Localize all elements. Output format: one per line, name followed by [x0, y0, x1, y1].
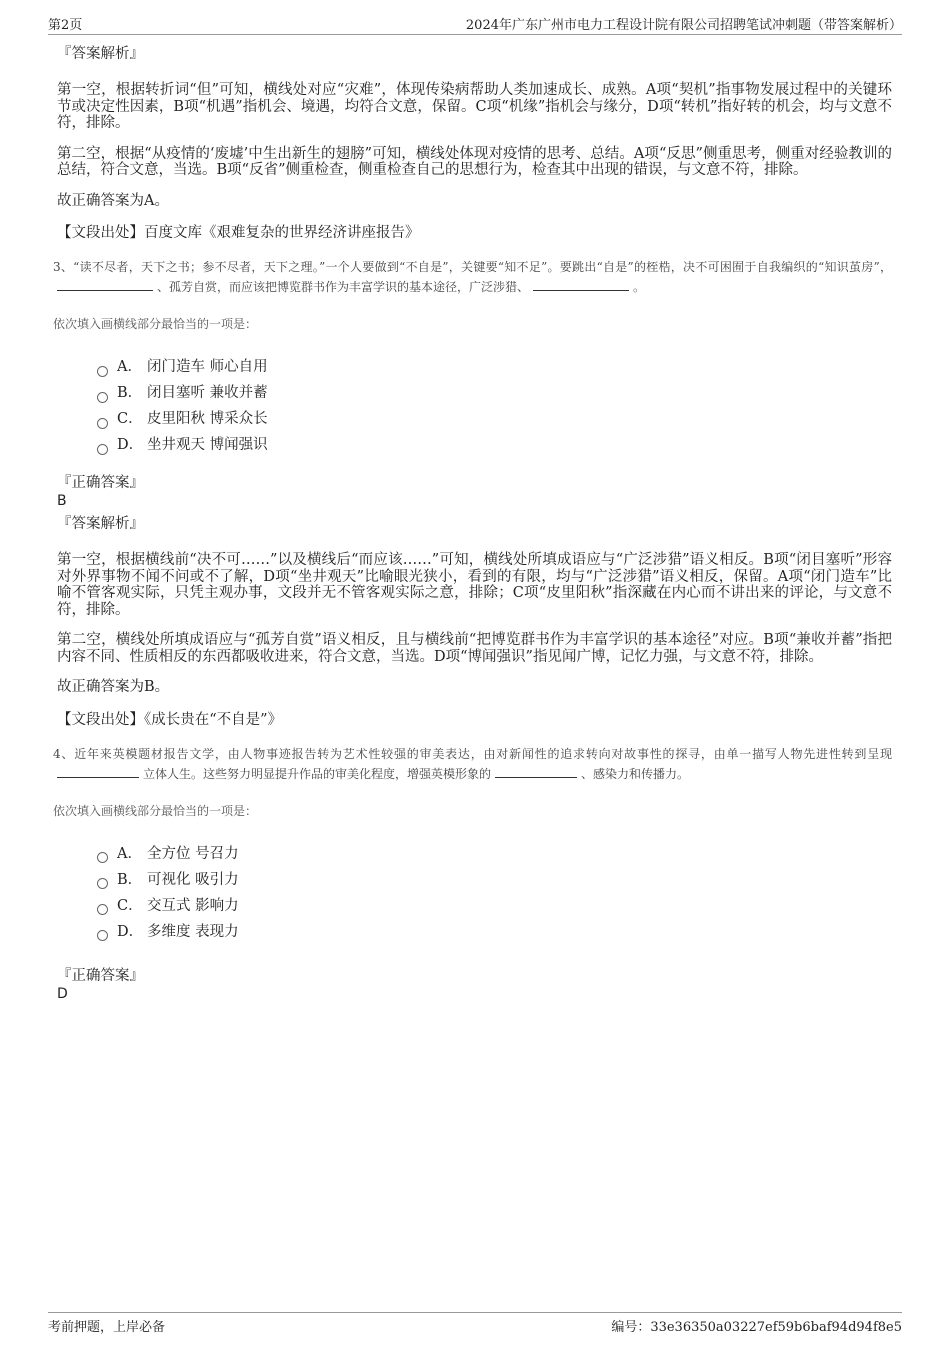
- radio-icon[interactable]: [97, 904, 108, 915]
- question-3-text: 3、“读不尽者，天下之书；参不尽者，天下之理。”一个人要做到“不自是”，关键要“知不足”。要跳出“自是”的桎梏，决不可困囿于自我编织的“知识茧房”，、孤芳自赏，而应该把博览群书作为丰富学识的基本途径，广泛涉猎、 。: [53, 260, 892, 294]
- question-instruction: 依次填入画横线部分最恰当的一项是：: [53, 803, 258, 818]
- option-a[interactable]: A． 闭门造车 师心自用: [97, 354, 892, 380]
- analysis-paragraph: 第一空，根据转折词“但”可知，横线处对应“灾难”，体现传染病帮助人类加速成长、成熟。A项“契机”指事物发展过程中的关键环节或决定性因素，B项“机遇”指机会、境遇，均符合文意，保留。C项“机缘”指机会与缘分，D项“转机”指好转的机会，均与文意不符，排除。: [57, 82, 892, 131]
- document-id: 编号：33e36350a03227ef59b6baf94d94f8e5: [611, 1320, 902, 1335]
- radio-icon[interactable]: [97, 878, 108, 889]
- blank-line: [495, 765, 577, 778]
- option-c[interactable]: C． 皮里阳秋 博采众长: [97, 406, 892, 432]
- source-citation: 【文段出处】百度文库《艰难复杂的世界经济讲座报告》: [57, 225, 420, 241]
- page-header: [48, 12, 902, 35]
- blank-line: [533, 278, 629, 291]
- option-c[interactable]: C． 交互式 影响力: [97, 893, 892, 919]
- conclusion: 故正确答案为B。: [57, 679, 170, 695]
- correct-answer: D: [57, 985, 68, 1002]
- radio-icon[interactable]: [97, 930, 108, 941]
- page-footer: [48, 1312, 902, 1338]
- radio-icon[interactable]: [97, 418, 108, 429]
- radio-icon[interactable]: [97, 392, 108, 403]
- conclusion: 故正确答案为A。: [57, 192, 169, 209]
- page-number: 第2页: [48, 18, 83, 33]
- option-a[interactable]: A． 全方位 号召力: [97, 841, 892, 867]
- source-citation: 【文段出处】《成长贵在“不自是”》: [57, 711, 283, 728]
- radio-icon[interactable]: [97, 444, 108, 455]
- analysis-paragraph: 第二空，横线处所填成语应与“孤芳自赏”语义相反，且与横线前“把博览群书作为丰富学识的基本途径”对应。B项“兼收并蓄”指把内容不同、性质相反的东西都吸收进来，符合文意，当选。D项“博闻强识”指见闻广博，记忆力强，与文意不符，排除。: [57, 632, 892, 665]
- option-b[interactable]: B． 可视化 吸引力: [97, 867, 892, 893]
- question-4-text: 4、近年来英模题材报告文学，由人物事迹报告转为艺术性较强的审美表达，由对新闻性的追求转向对故事性的探寻，由单一描写人物先进性转到呈现立体人生。这些努力明显提升作品的审美化程度，增强英模形象的 、感染力和传播力。: [53, 746, 892, 781]
- analysis-tag: 『答案解析』: [57, 46, 144, 62]
- option-b[interactable]: B． 闭目塞听 兼收并蓄: [97, 380, 892, 406]
- radio-icon[interactable]: [97, 366, 108, 377]
- correct-answer: B: [57, 493, 67, 509]
- analysis-paragraph: 第一空，根据横线前“决不可……”以及横线后“而应该……”可知，横线处所填成语应与“广泛涉猎”语义相反。B项“闭目塞听”形容对外界事物不闻不问或不了解，D项“坐井观天”比喻眼光狭小，看到的有限，均与“广泛涉猎”语义相反，保留。A项“闭门造车”比喻不管客观实际，只凭主观办事，文段并无不管客观实际之意，排除；C项“皮里阳秋”指深藏在内心而不讲出来的评论，与文意不符，排除。: [57, 552, 892, 618]
- question-instruction: 依次填入画横线部分最恰当的一项是：: [53, 317, 258, 331]
- analysis-paragraph: 第二空，根据“从疫情的‘废墟’中生出新生的翅膀”可知，横线处体现对疫情的思考、总结。A项“反思”侧重思考，侧重对经验教训的总结，符合文意，当选。B项“反省”侧重检查，侧重检查自己的思想行为，检查其中出现的错误，与文意不符，排除。: [57, 145, 892, 178]
- blank-line: [57, 765, 139, 778]
- options-list: [97, 354, 892, 458]
- option-d[interactable]: D． 坐井观天 博闻强识: [97, 432, 892, 458]
- option-d[interactable]: D． 多维度 表现力: [97, 919, 892, 945]
- document-title: 2024年广东广州市电力工程设计院有限公司招聘笔试冲刺题（带答案解析）: [465, 18, 902, 33]
- footer-slogan: 考前押题，上岸必备: [48, 1320, 166, 1335]
- analysis-tag: 『答案解析』: [57, 516, 144, 532]
- blank-line: [57, 278, 153, 291]
- options-list: [97, 841, 892, 945]
- correct-answer-tag: 『正确答案』: [57, 967, 144, 984]
- correct-answer-tag: 『正确答案』: [57, 475, 144, 491]
- page-content: [53, 44, 892, 1007]
- radio-icon[interactable]: [97, 852, 108, 863]
